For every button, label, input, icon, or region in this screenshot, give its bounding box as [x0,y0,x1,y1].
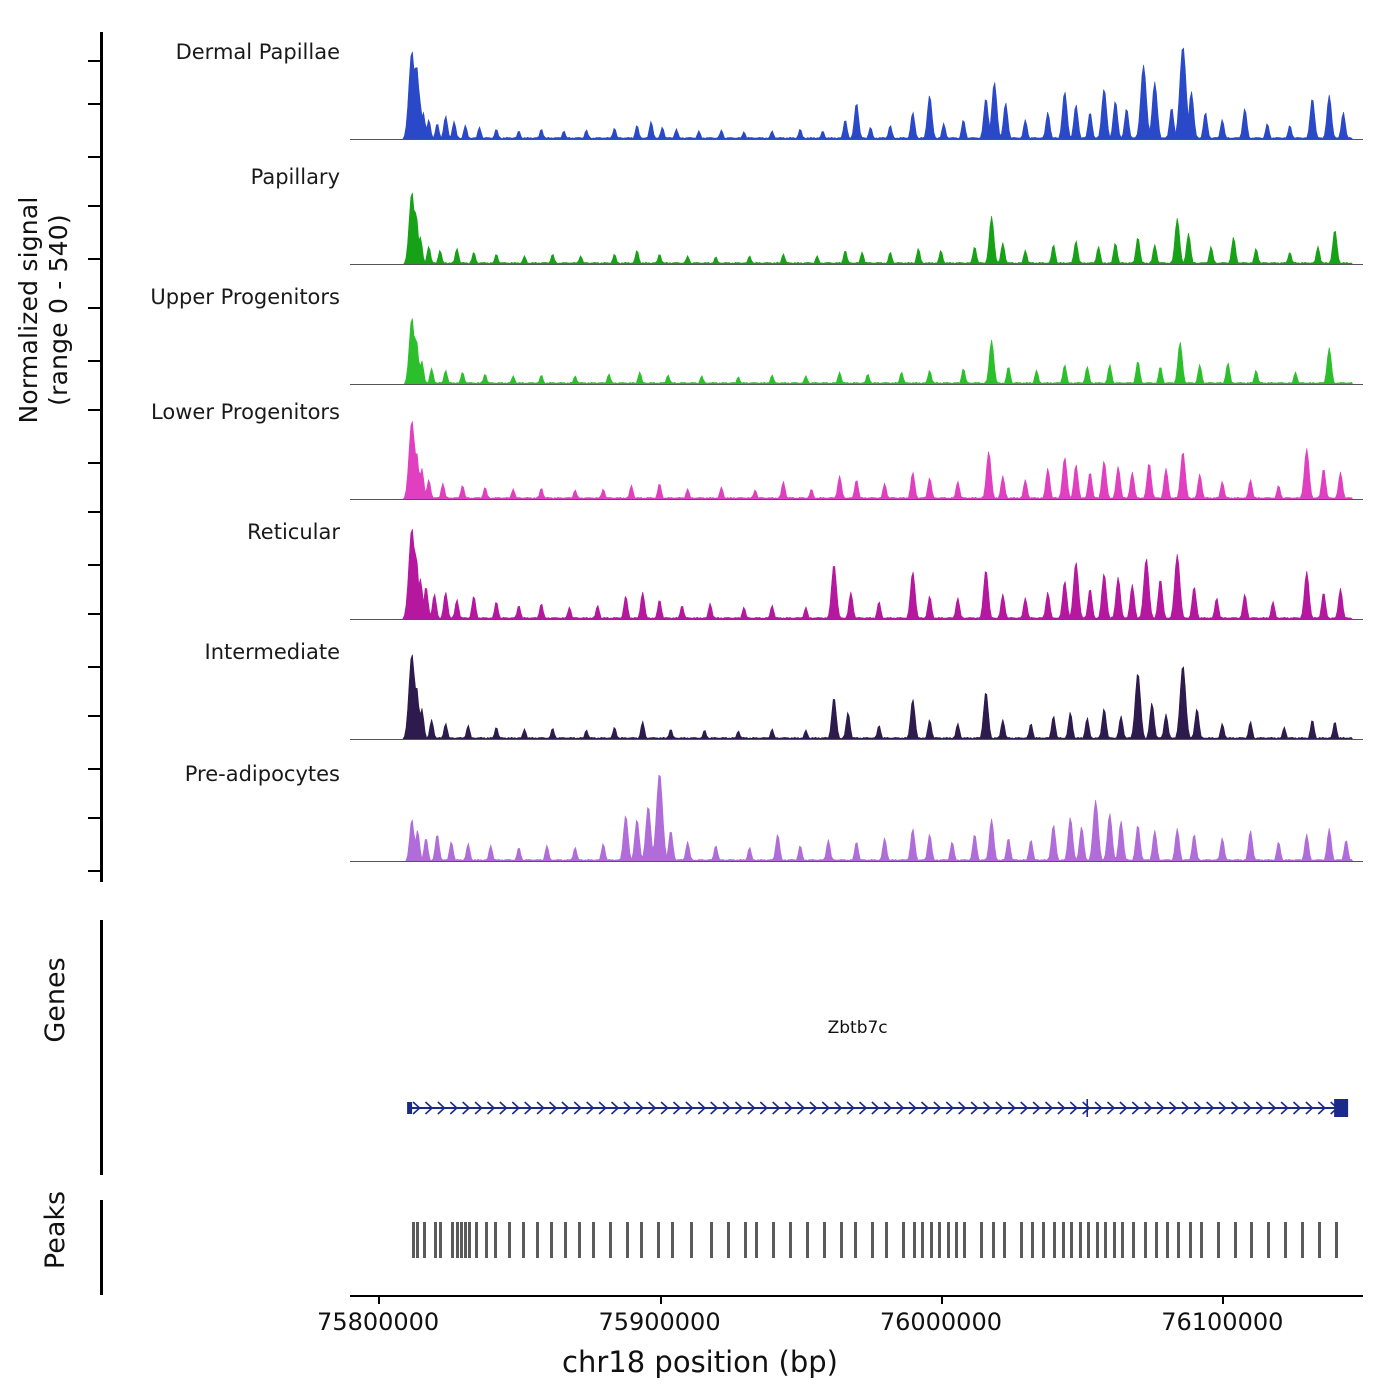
peak-mark [840,1222,843,1258]
peak-mark [522,1222,525,1258]
peak-mark [727,1222,730,1258]
peak-mark [1335,1222,1338,1258]
track-baseline [350,264,1363,265]
track-signal-svg [350,287,1363,385]
peak-mark [1189,1222,1192,1258]
x-axis-tick-label: 76100000 [1161,1308,1284,1336]
x-axis-tick-label: 75900000 [598,1308,721,1336]
signal-axis-tick [88,613,103,615]
track-signal-svg [350,402,1363,500]
peak-mark [1177,1222,1180,1258]
signal-track [184,762,1363,880]
track-label: Pre-adipocytes [184,762,340,786]
genes-axis-label: Genes [40,957,71,1043]
gene-model-svg [350,1000,1363,1140]
x-axis-tick [378,1295,380,1304]
peak-mark [1062,1222,1065,1258]
peaks-axis-label: Peaks [40,1190,71,1270]
peak-mark [451,1222,454,1258]
x-axis-tick [941,1295,943,1304]
peak-mark [671,1222,674,1258]
peak-mark [1200,1222,1203,1258]
peak-mark [913,1222,916,1258]
x-axis-line [350,1295,1363,1297]
peak-mark [434,1222,437,1258]
x-axis-tick [1222,1295,1224,1304]
peak-mark [609,1222,612,1258]
peak-mark [1113,1222,1116,1258]
track-label: Dermal Papillae [175,40,340,64]
peak-mark [921,1222,924,1258]
track-baseline [350,499,1363,500]
peak-mark [468,1222,471,1258]
track-signal-svg [350,42,1363,140]
peak-mark [1132,1222,1135,1258]
peak-mark [1104,1222,1107,1258]
track-signal-svg [350,642,1363,740]
track-baseline [350,739,1363,740]
signal-axis-label-line1: Normalized signal [14,196,43,424]
signal-axis-tick [88,511,103,513]
peak-mark [930,1222,933,1258]
peak-mark [854,1222,857,1258]
peak-mark [1053,1222,1056,1258]
peak-mark [657,1222,660,1258]
signal-axis-tick [88,817,103,819]
peak-mark [456,1222,459,1258]
peaks-axis-spine [100,1200,103,1295]
peak-mark [439,1222,442,1258]
signal-axis-tick [88,666,103,668]
peak-mark [1003,1222,1006,1258]
peak-mark [475,1222,478,1258]
peak-mark [485,1222,488,1258]
signal-track [151,400,1363,518]
signal-axis-tick [88,258,103,260]
x-axis-title: chr18 position (bp) [562,1345,838,1379]
x-axis-tick-label: 75800000 [317,1308,440,1336]
gene-label: Zbtb7c [827,1018,888,1038]
signal-axis-tick [88,103,103,105]
peak-mark [947,1222,950,1258]
signal-track [150,285,1363,403]
peak-mark [744,1222,747,1258]
peak-mark [412,1222,415,1258]
peak-mark [772,1222,775,1258]
signal-axis-tick [88,462,103,464]
signal-track [247,520,1363,638]
peak-mark [1267,1222,1270,1258]
track-baseline [350,139,1363,140]
peak-mark [755,1222,758,1258]
track-label: Intermediate [204,640,340,664]
peak-mark [1284,1222,1287,1258]
peak-mark [1031,1222,1034,1258]
peak-mark [1079,1222,1082,1258]
signal-axis-label-line2: (range 0 - 540) [44,214,73,406]
signal-axis-tick [88,360,103,362]
peak-mark [955,1222,958,1258]
peak-mark [992,1222,995,1258]
peak-mark [460,1222,463,1258]
peak-mark [1234,1222,1237,1258]
peak-mark [902,1222,905,1258]
track-signal-svg [350,522,1363,620]
track-baseline [350,619,1363,620]
track-baseline [350,384,1363,385]
track-label: Reticular [247,520,340,544]
peak-mark [1070,1222,1073,1258]
track-signal-svg [350,167,1363,265]
signal-track [250,165,1363,283]
peak-mark [1318,1222,1321,1258]
track-label: Upper Progenitors [150,285,340,309]
peak-mark [494,1222,497,1258]
signal-track [175,40,1363,158]
signal-axis-tick [88,870,103,872]
peak-mark [885,1222,888,1258]
peak-mark [1020,1222,1023,1258]
peak-mark [536,1222,539,1258]
x-axis-tick-label: 76000000 [879,1308,1002,1336]
peak-mark [423,1222,426,1258]
peak-mark [789,1222,792,1258]
track-signal-svg [350,764,1363,862]
gene-track [350,1000,1363,1140]
peak-mark [710,1222,713,1258]
signal-axis-tick [88,715,103,717]
peak-mark [963,1222,966,1258]
signal-axis-tick [88,205,103,207]
peak-mark [592,1222,595,1258]
peak-mark [578,1222,581,1258]
peak-mark [1121,1222,1124,1258]
signal-axis-tick [88,564,103,566]
peak-mark [1096,1222,1099,1258]
peak-mark [1301,1222,1304,1258]
track-label: Lower Progenitors [151,400,340,424]
peak-mark [806,1222,809,1258]
peak-mark [1144,1222,1147,1258]
signal-axis-spine [100,32,103,882]
peak-mark [1087,1222,1090,1258]
peak-mark [1155,1222,1158,1258]
signal-track [204,640,1363,758]
peak-mark [1250,1222,1253,1258]
signal-axis-tick [88,156,103,158]
peak-mark [980,1222,983,1258]
genes-axis-spine [100,920,103,1175]
peak-mark [1042,1222,1045,1258]
peak-mark [640,1222,643,1258]
x-axis-tick [660,1295,662,1304]
track-baseline [350,861,1363,862]
peak-mark [871,1222,874,1258]
track-label: Papillary [250,165,340,189]
peak-mark [626,1222,629,1258]
peak-mark [938,1222,941,1258]
peak-mark [564,1222,567,1258]
peak-mark [1217,1222,1220,1258]
peak-mark [416,1222,419,1258]
peak-mark [550,1222,553,1258]
peak-mark [1166,1222,1169,1258]
peak-mark [464,1222,467,1258]
peaks-track [350,1222,1363,1258]
peak-mark [508,1222,511,1258]
peak-mark [690,1222,693,1258]
peak-mark [823,1222,826,1258]
